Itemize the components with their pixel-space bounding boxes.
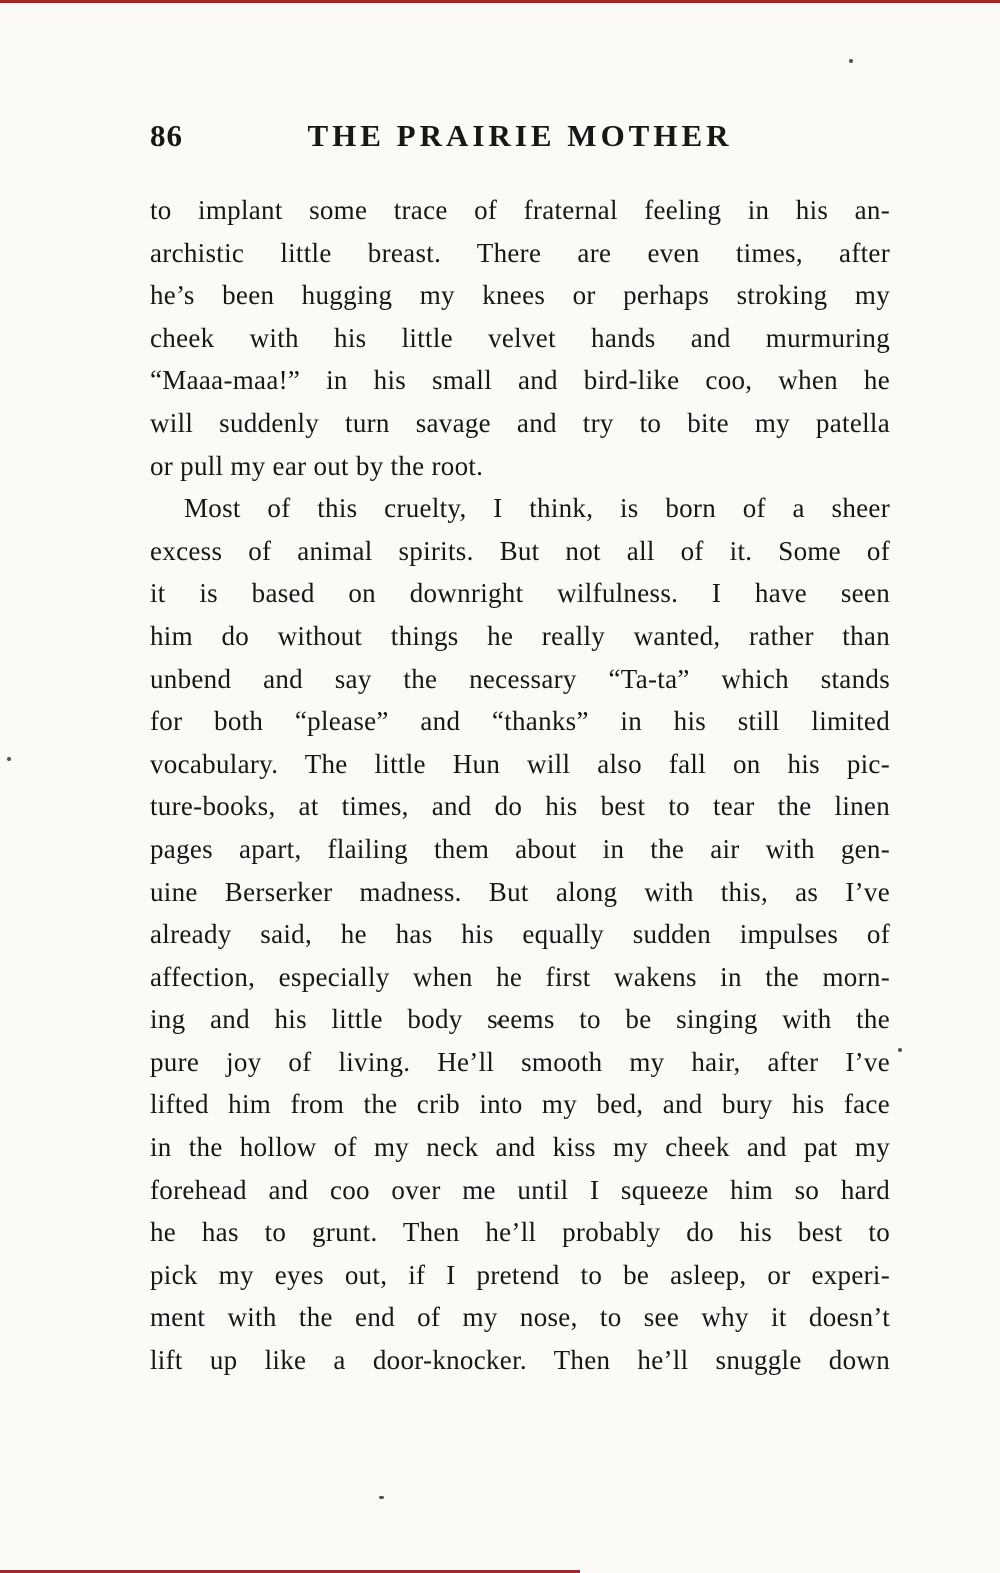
text-line: uine Berserker madness. But along with this, as I’ve	[150, 876, 890, 907]
text-line: pages apart, flailing them about in the air with gen-	[150, 833, 890, 864]
text-block	[150, 189, 890, 1382]
text-line: already said, he has his equally sudden impulses of	[150, 919, 890, 950]
text-line: vocabulary. The little Hun will also fall on his pic-	[150, 748, 890, 779]
text-line: in the hollow of my neck and kiss my cheek and pat my	[150, 1132, 890, 1163]
text-line: forehead and coo over me until I squeeze him so hard	[150, 1174, 890, 1205]
scan-speck	[7, 757, 11, 761]
page-title: THE PRAIRIE MOTHER	[307, 118, 733, 153]
text-line: lifted him from the crib into my bed, and bury his face	[150, 1089, 890, 1120]
text-line: ture-books, at times, and do his best to tear the linen	[150, 791, 890, 822]
text-line: he has to grunt. Then he’ll probably do his best to	[150, 1217, 890, 1248]
text-line: lift up like a door-knocker. Then he’ll snuggle down	[150, 1345, 890, 1376]
text-line: it is based on downright wilfulness. I have seen	[150, 578, 890, 609]
text-line: to implant some trace of fraternal feeling in his an-	[150, 195, 890, 225]
text-line: pure joy of living. He’ll smooth my hair, after I’ve	[150, 1046, 890, 1077]
text-line: ment with the end of my nose, to see why it doesn’t	[150, 1302, 890, 1333]
text-line: or pull my ear out by the root.	[150, 450, 484, 481]
paragraph	[150, 189, 890, 487]
text-line: archistic little breast. There are even times, after	[150, 237, 890, 268]
text-line: will suddenly turn savage and try to bite my patella	[150, 407, 890, 438]
text-line: for both “please” and “thanks” in his still limited	[150, 706, 890, 737]
scan-speck	[849, 59, 853, 63]
text-line: cheek with his little velvet hands and murmuring	[150, 322, 890, 353]
text-line: affection, especially when he first wakens in the morn-	[150, 961, 890, 992]
paragraph	[150, 487, 890, 1381]
text-line: he’s been hugging my knees or perhaps stroking my	[150, 280, 890, 311]
text-line: unbend and say the necessary “Ta-ta” which stands	[150, 663, 890, 694]
text-line: excess of animal spirits. But not all of it. Some of	[150, 535, 890, 566]
text-line: Most of this cruelty, I think, is born of a sheer	[184, 493, 890, 524]
text-line: pick my eyes out, if I pretend to be asleep, or experi-	[150, 1259, 890, 1290]
scan-speck	[898, 1048, 902, 1052]
page-number: 86	[150, 118, 183, 153]
scan-edge-line-top	[0, 0, 1000, 3]
running-header	[150, 118, 890, 162]
text-line: “Maaa-maa!” in his small and bird-like coo, when he	[150, 365, 890, 396]
scan-speck	[379, 1496, 384, 1499]
text-line: ing and his little body seems to be singing with the	[150, 1004, 890, 1035]
text-line: him do without things he really wanted, rather than	[150, 620, 890, 651]
